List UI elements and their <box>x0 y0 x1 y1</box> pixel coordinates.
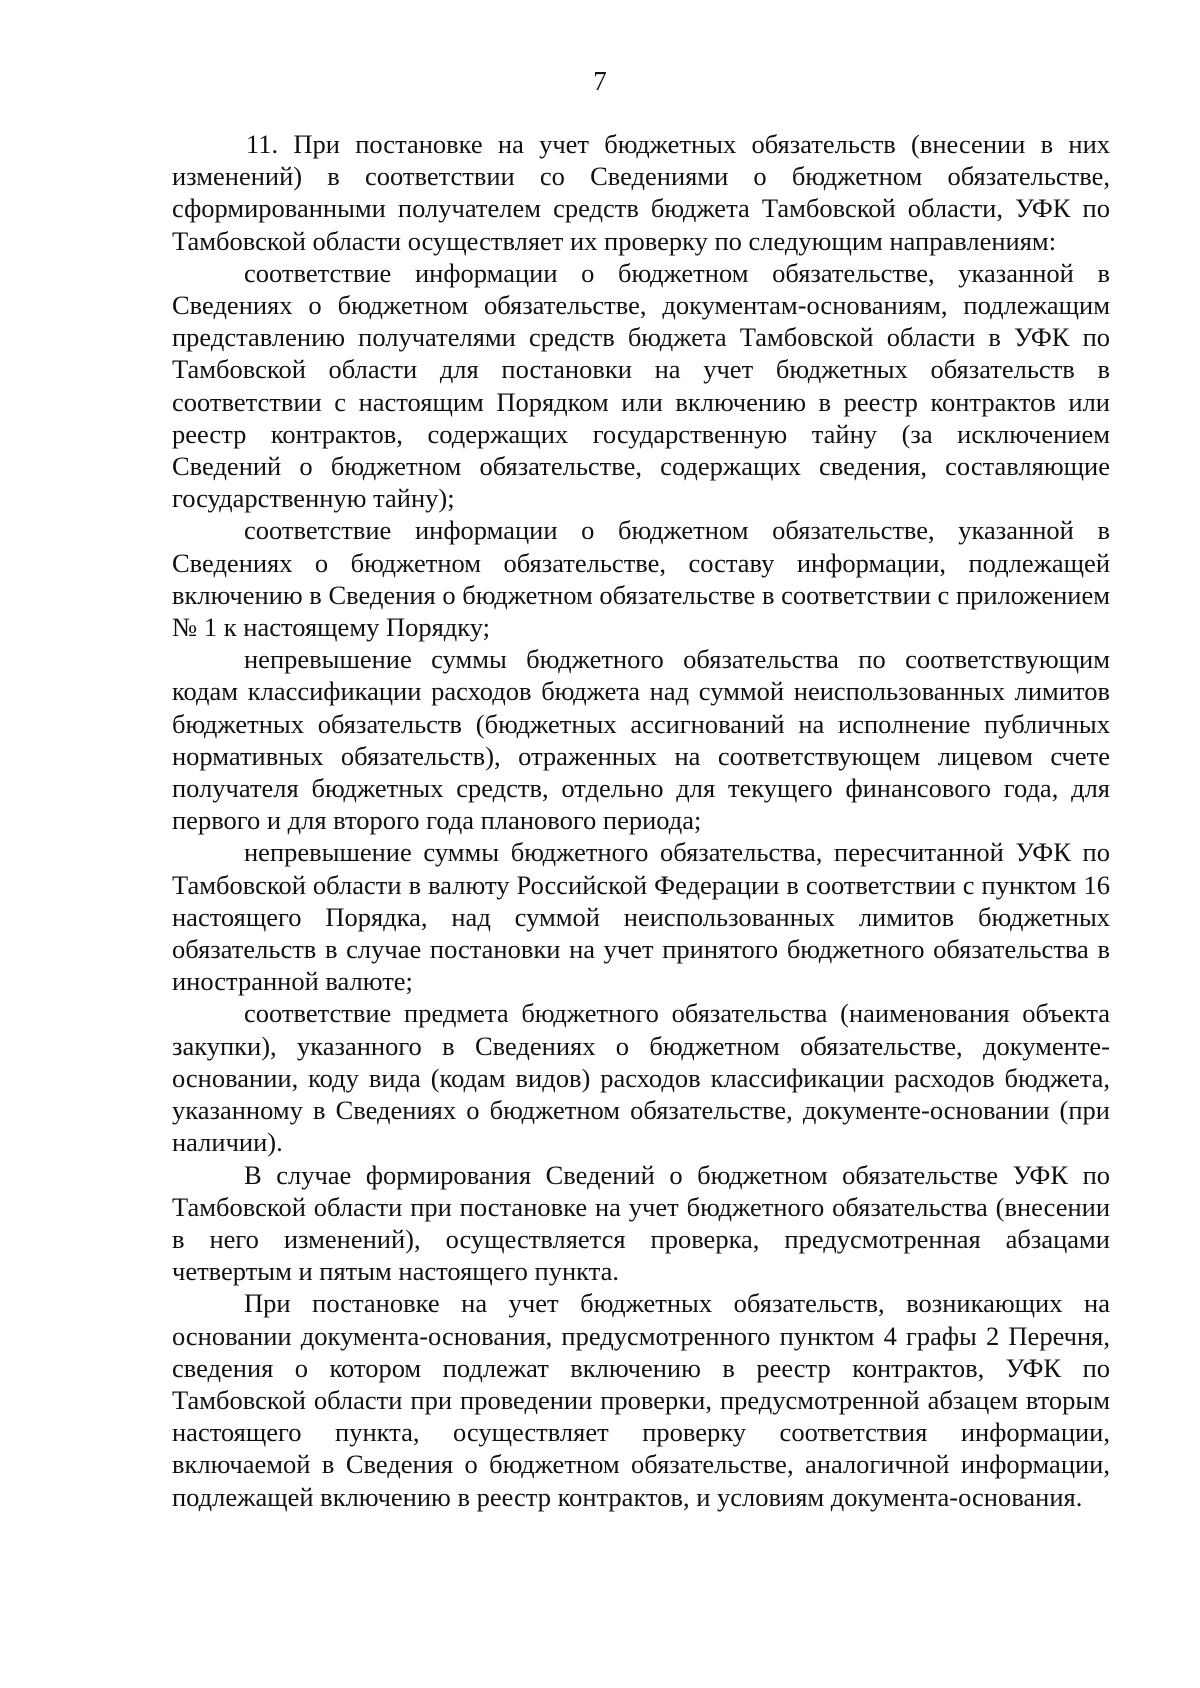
page-number: 7 <box>593 66 607 96</box>
paragraph-check-subject: соответствие предмета бюджетного обязательства (наименования объекта закупки), указанного в Сведениях о бюджетном обязательстве, документе-основании, коду вида (кодам видов) расходов классификации расходов бюджета, указанному в Сведениях о бюджетном обязательстве, документе-основании (при наличии). <box>172 998 1110 1158</box>
paragraph-contract-registry: При постановке на учет бюджетных обязательств, возникающих на основании документа-основания, предусмотренного пунктом 4 графы 2 Перечня, сведения о котором подлежат включению в реестр контрактов, УФК по Тамбовской области при проведении проверки, предусмотренной абзацем вторым настоящего пункта, осуществляет проверку соответствия информации, включаемой в Сведения о бюджетном обязательстве, аналогичной информации, подлежащей включению в реестр контрактов, и условиям документа-основания. <box>172 1288 1110 1512</box>
paragraph-check-currency: непревышение суммы бюджетного обязательства, пересчитанной УФК по Тамбовской области в валюту Российской Федерации в соответствии с пунктом 16 настоящего Порядка, над суммой неиспользованных лимитов бюджетных обязательств в случае постановки на учет принятого бюджетного обязательства в иностранной валюте; <box>172 837 1110 997</box>
paragraph-clause-11: 11. При постановке на учет бюджетных обязательств (внесении в них изменений) в соответствии со Сведениями о бюджетном обязательстве, сформированными получателем средств бюджета Тамбовской области, УФК по Тамбовской области осуществляет их проверку по следующим направлениям: <box>172 129 1110 256</box>
document-body <box>172 128 1110 1513</box>
paragraph-check-composition: соответствие информации о бюджетном обязательстве, указанной в Сведениях о бюджетном обязательстве, составу информации, подлежащей включению в Сведения о бюджетном обязательстве в соответствии с приложением № 1 к настоящему Порядку; <box>172 515 1110 643</box>
paragraph-check-documents: соответствие информации о бюджетном обязательстве, указанной в Сведениях о бюджетном обязательстве, документам-основаниям, подлежащим представлению получателями средств бюджета Тамбовской области в УФК по Тамбовской области для постановки на учет бюджетных обязательств в соответствии с настоящим Порядком или включению в реестр контрактов или реестр контрактов, содержащих государственную тайну (за исключением Сведений о бюджетном обязательстве, содержащих сведения, составляющие государственную тайну); <box>172 257 1110 514</box>
paragraph-ufk-formation: В случае формирования Сведений о бюджетном обязательстве УФК по Тамбовской области при постановке на учет бюджетного обязательства (внесении в него изменений), осуществляется проверка, предусмотренная абзацами четвертым и пятым настоящего пункта. <box>172 1159 1110 1287</box>
paragraph-check-limits: непревышение суммы бюджетного обязательства по соответствующим кодам классификации расходов бюджета над суммой неиспользованных лимитов бюджетных обязательств (бюджетных ассигнований на исполнение публичных нормативных обязательств), отраженных на соответствующем лицевом счете получателя бюджетных средств, отдельно для текущего финансового года, для первого и для второго года планового периода; <box>172 644 1110 836</box>
